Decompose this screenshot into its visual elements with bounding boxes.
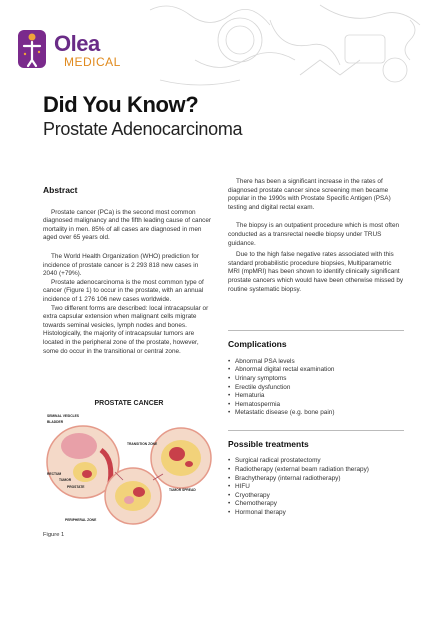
olea-medical-logo	[18, 30, 148, 70]
abstract-paragraph-4: Two different forms are described: local intracapsular or extra capsular extension when malignant cells migrate towards seminal vesicles, lymph nodes and bones. Histologically, the majority of intracapsular tumors are located in the peripheral zone of the prostate, however, some do occur in the transitional or central zone.	[43, 304, 209, 355]
treatments-heading: Possible treatments	[228, 438, 309, 449]
figure-title: PROSTATE CANCER	[94, 400, 164, 407]
list-item: • Radiotherapy (external beam radiation therapy)	[228, 466, 404, 475]
right-paragraph-3: Due to the high false negative rates associated with this standard probabilistic procedure biopsies, Multiparametric MRI (mpMRI) has been shown to identify clinically significant prostate cancers which would have been otherwise missed by routine systematic biopsy.	[228, 251, 404, 293]
abstract-paragraph-2: The World Health Organization (WHO) prediction for incidence of prostate cancer is 2 293 818 new cases in 2040 (+79%).	[43, 252, 199, 278]
page-subtitle: Prostate Adenocarcinoma	[43, 119, 243, 139]
logo-subtitle: MEDICAL	[64, 55, 121, 69]
prostate-cancer-figure	[43, 400, 215, 530]
prostate-illustration	[43, 400, 215, 530]
list-item: • Hematuria	[228, 392, 404, 401]
list-item: • Chemotherapy	[228, 500, 404, 509]
list-item: • Urinary symptoms	[228, 375, 404, 384]
abstract-heading: Abstract	[43, 185, 78, 195]
label-tumor-spread: TUMOR SPREAD	[169, 488, 196, 492]
label-peripheral: PERIPHERAL ZONE	[65, 518, 97, 522]
label-rectum: RECTUM	[47, 472, 62, 476]
divider	[228, 330, 404, 331]
right-paragraph-2: The biopsy is an outpatient procedure which is most often conducted as a transrectal needle biopsy under TRUS guidance.	[228, 222, 400, 247]
abstract-paragraph-3: Prostate adenocarcinoma is the most common type of cancer (Figure 1) to occur in the prostate, with an annual incidence of 1 276 106 new cases worldwide.	[43, 278, 204, 303]
abstract-paragraph-1: Prostate cancer (PCa) is the second most common diagnosed malignancy and the fifth leading cause of cancer mortality in men. 85% of all cases are diagnosed in men aged over 65 years old.	[43, 208, 212, 242]
label-tumor: TUMOR	[59, 478, 72, 482]
label-seminal: SEMINAL VESICLES	[47, 414, 79, 418]
logo-wordmark: Olea	[54, 31, 100, 56]
right-paragraph-1: There has been a significant increase in the rates of diagnosed prostate cancer since screening men became popular in the 1990s with Prostate Specific Antigen (PSA) testing and digital rectal exam.	[228, 178, 391, 211]
figure-caption: Figure 1	[43, 532, 65, 538]
list-item: • Abnormal PSA levels	[228, 358, 404, 367]
list-item: • Metastatic disease (e.g. bone pain)	[228, 409, 404, 418]
list-item: • Erectile dysfunction	[228, 384, 404, 393]
page-title: Did You Know?	[43, 92, 199, 117]
list-item: • Hematospermia	[228, 401, 404, 410]
complications-list	[228, 358, 404, 418]
list-item: • Surgical radical prostatectomy	[228, 457, 404, 466]
logo-figure-icon	[18, 30, 46, 68]
right-column	[228, 178, 404, 530]
list-item: • Hormonal therapy	[228, 509, 404, 518]
list-item: • Abnormal digital rectal examination	[228, 366, 404, 375]
label-prostate: PROSTATE	[67, 485, 85, 489]
label-transition: TRANSITION ZONE	[127, 442, 158, 446]
label-bladder: BLADDER	[47, 420, 64, 424]
list-item: • Brachytherapy (internal radiotherapy)	[228, 475, 404, 484]
abstract-column	[43, 186, 213, 356]
complications-heading: Complications	[228, 339, 287, 350]
treatments-list	[228, 457, 404, 517]
list-item: • HIFU	[228, 483, 404, 492]
list-item: • Cryotherapy	[228, 492, 404, 501]
divider	[228, 430, 404, 431]
